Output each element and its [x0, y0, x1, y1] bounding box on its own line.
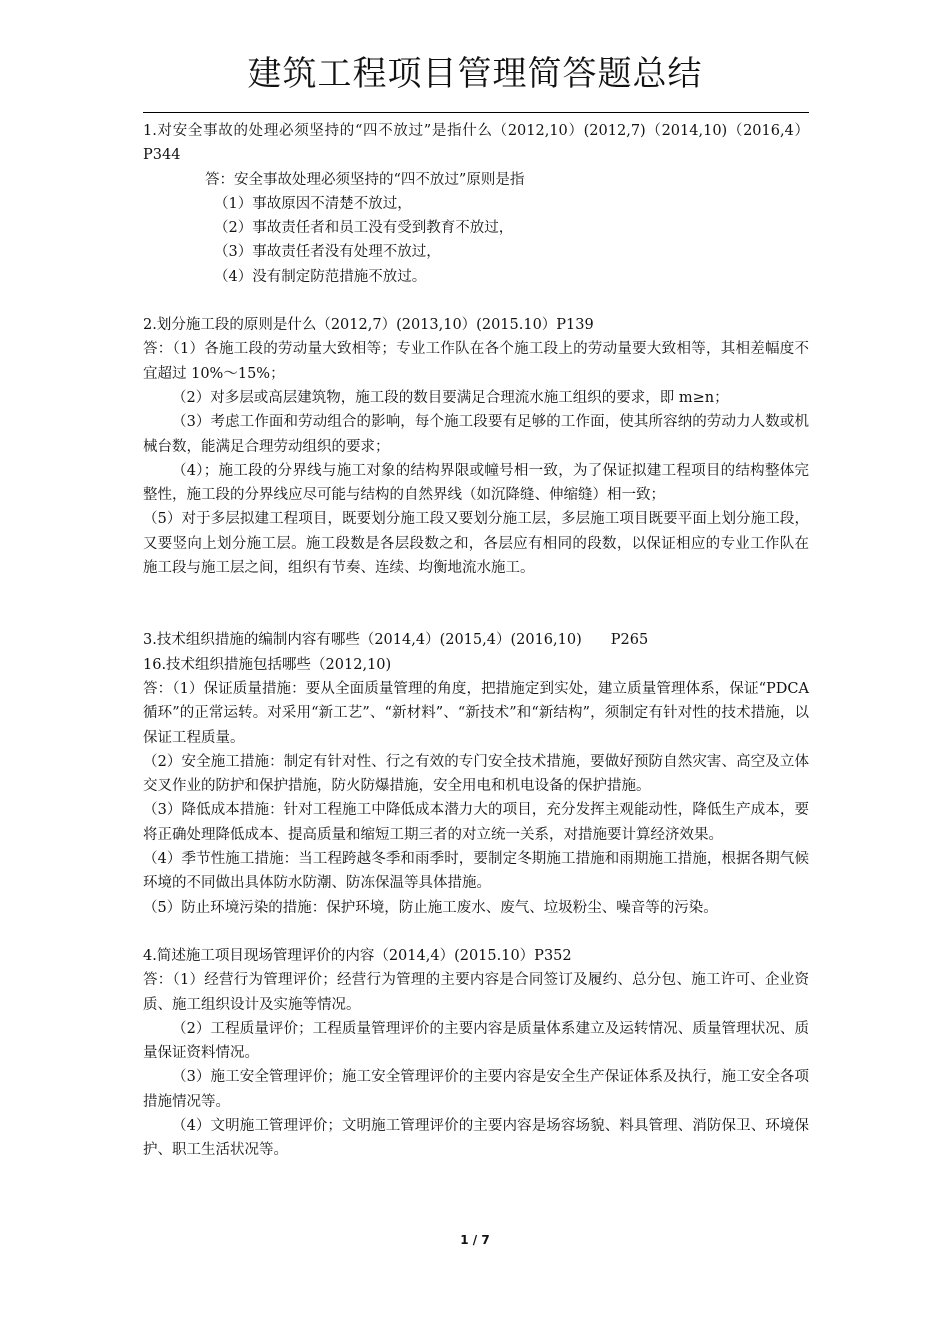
answer-2-point: （3）考虑工作面和劳动组合的影响，每个施工段要有足够的工作面，使其所容纳的劳动力人数或机械台数，能满足合理劳动组织的要求； — [143, 414, 809, 455]
answer-1-item: （4）没有制定防范措施不放过。 — [214, 268, 427, 285]
answer-2-point: （4）；施工段的分界线与施工对象的结构界限或幢号相一致，为了保证拟建工程项目的结构整体完整性，施工段的分界线应尽可能与结构的自然界线（如沉降缝、伸缩缝）相一致； — [143, 462, 809, 504]
answer-4-point: 答：（1）经营行为管理评价；经营行为管理的主要内容是合同签订及履约、总分包、施工许可、企业资质、施工组织设计及实施等情况。 — [143, 972, 809, 1013]
paragraph-gap — [143, 580, 809, 628]
answer-1-item: （3）事故责任者没有处理不放过， — [214, 244, 441, 261]
paragraph-gap — [143, 289, 809, 313]
question-1: 1.对安全事故的处理必须坚持的“四不放过”是指什么（2012,10）(2012,7)（2014,10)（2016,4）P344 — [143, 123, 809, 164]
answer-3-point: （5）防止环境污染的措施：保护环境，防止施工废水、废气、垃圾粉尘、噪音等的污染。 — [143, 899, 718, 916]
answer-2-point: （2）对多层或高层建筑物，施工段的数目要满足合理流水施工组织的要求，即 m≥n； — [172, 389, 729, 406]
answer-1-intro: 答：安全事故处理必须坚持的“四不放过”原则是指 — [205, 171, 525, 188]
answer-1-item: （2）事故责任者和员工没有受到教育不放过， — [214, 220, 514, 237]
page-number: 1 / 7 — [460, 1233, 490, 1247]
answer-1-item: （1）事故原因不清楚不放过， — [214, 195, 412, 212]
answer-4-point: （3）施工安全管理评价；施工安全管理评价的主要内容是安全生产保证体系及执行，施工安全各项措施情况等。 — [143, 1069, 809, 1110]
answer-2-point: 答：（1）各施工段的劳动量大致相等；专业工作队在各个施工段上的劳动量要大致相等，其相差幅度不宜超过 10%～15%； — [143, 341, 809, 382]
answer-3-point: （2）安全施工措施：制定有针对性、行之有效的专门安全技术措施，要做好预防自然灾害、高空及立体交叉作业的防护和保护措施，防火防爆措施，安全用电和机电设备的保护措施。 — [143, 753, 809, 795]
question-3: 3.技术组织措施的编制内容有哪些（2014,4）(2015,4）(2016,10) P265 — [143, 632, 649, 649]
document-body — [143, 119, 809, 1163]
answer-4-point: （4）文明施工管理评价；文明施工管理评价的主要内容是场容场貌、料具管理、消防保卫、环境保护、职工生活状况等。 — [143, 1117, 809, 1159]
paragraph-gap — [143, 920, 809, 944]
document-title: 建筑工程项目管理简答题总结 — [247, 54, 703, 94]
answer-3-point: 答：（1）保证质量措施：要从全面质量管理的角度，把措施定到实处，建立质量管理体系，保证“PDCA 循环”的正常运转。对采用“新工艺”、“新材料”、“新技术”和“新结构”，须制定有针对性的技术措施，以保证工程质量。 — [143, 680, 809, 746]
answer-4-point: （2）工程质量评价；工程质量管理评价的主要内容是质量体系建立及运转情况、质量管理状况、质量保证资料情况。 — [143, 1020, 809, 1062]
answer-2-point: （5）对于多层拟建工程项目，既要划分施工段又要划分施工层，多层施工项目既要平面上划分施工段，又要竖向上划分施工层。施工段数是各层段数之和，各层应有相同的段数，以保证相应的专业工作队在施工段与施工层之间，组织有节奏、连续、均衡地流水施工。 — [143, 511, 809, 577]
question-4: 4.简述施工项目现场管理评价的内容（2014,4）(2015.10）P352 — [143, 947, 572, 964]
title-divider — [143, 112, 809, 113]
question-2: 2.划分施工段的原则是什么（2012,7）(2013,10）(2015.10）P139 — [143, 317, 594, 334]
question-16: 16.技术组织措施包括哪些（2012,10) — [143, 656, 392, 673]
answer-3-point: （3）降低成本措施：针对工程施工中降低成本潜力大的项目，充分发挥主观能动性，降低生产成本，要将正确处理降低成本、提高质量和缩短工期三者的对立统一关系，对措施要计算经济效果。 — [143, 802, 809, 843]
answer-3-point: （4）季节性施工措施：当工程跨越冬季和雨季时，要制定冬期施工措施和雨期施工措施，根据各期气候环境的不同做出具体防水防潮、防冻保温等具体措施。 — [143, 851, 809, 892]
